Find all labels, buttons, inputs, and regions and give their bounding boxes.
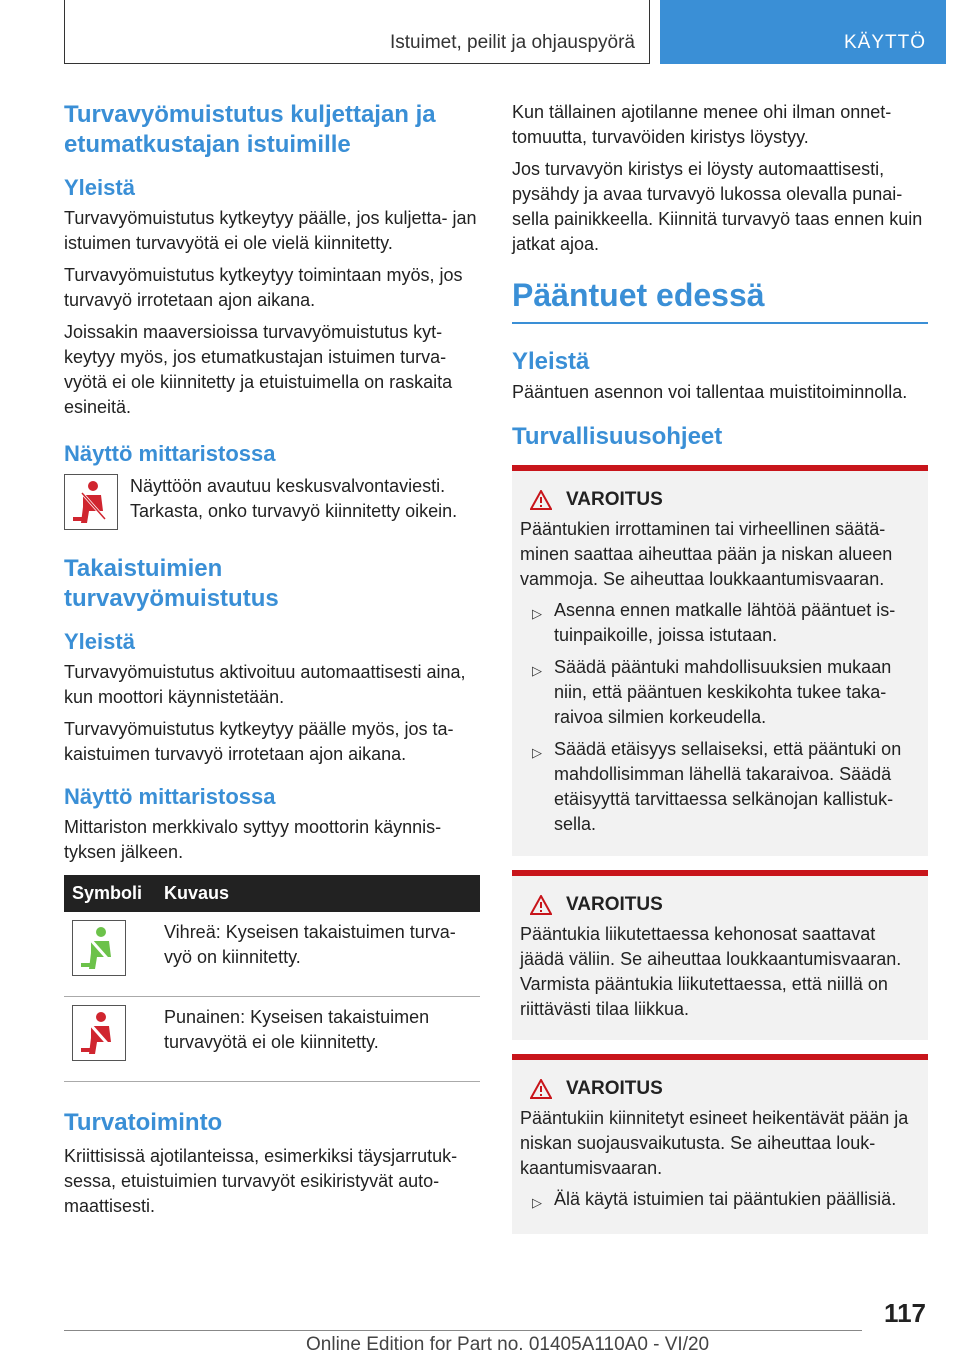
bullet-triangle-icon: ▷ xyxy=(532,663,542,678)
subheading-display-rear: Näyttö mittaristossa xyxy=(64,784,276,809)
section-title: Istuimet, peilit ja ohjauspyörä xyxy=(389,32,635,53)
warning-title: VAROITUS xyxy=(566,1078,663,1099)
seatbelt-red-icon xyxy=(72,1005,126,1061)
paragraph: Turvavyömuistutus kytkeytyy toimintaan myös, jos turvavyö irrotetaan ajon aikana. xyxy=(64,265,463,310)
paragraph: Turvavyömuistutus kytkeytyy päälle myös, jos ta‐ kaistuimen turvavyö irrotetaan ajon aikana. xyxy=(64,719,454,764)
subheading-safety: Turvallisuusohjeet xyxy=(512,423,723,450)
warning-box xyxy=(512,1054,928,1234)
paragraph: Jos turvavyön kiristys ei löysty automaattisesti, pysähdy ja avaa turvavyö lukossa olevalla punai‐ sella painikkeella. Kiinnitä turvavyö taas ennen kuin jatkat ajoa. xyxy=(512,159,923,254)
chapter-tab-label: KÄYTTÖ xyxy=(843,32,926,53)
warning-text: Pääntukia liikutettaessa kehonosat saattavat jäädä väliin. Se aiheuttaa loukkaantumisvaaran. Varmista pääntukia liikutettaessa, että niillä on riittävästi tilaa liikkua. xyxy=(520,924,902,1019)
subheading-display: Näyttö mittaristossa xyxy=(64,441,276,466)
warning-triangle-icon xyxy=(530,490,552,510)
header-box xyxy=(64,0,650,64)
table-header-symbol: Symboli xyxy=(64,875,156,912)
section-heading: Turvavyömuistutus kuljettajan ja etumatkustajan istuimille xyxy=(64,101,436,158)
list-item: ▷ Asenna ennen matkalle lähtöä pääntuet is‐ tuinpaikoille, joissa istutaan. xyxy=(520,598,920,648)
subheading-general: Yleistä xyxy=(512,348,590,375)
list-item: ▷ Älä käytä istuimien tai pääntukien päällisiä. xyxy=(520,1187,920,1215)
bullet-triangle-icon: ▷ xyxy=(532,745,542,760)
footer-text: Online Edition for Part no. 01405A110A0 - VI/20 xyxy=(306,1334,710,1355)
table-cell-description: Punainen: Kyseisen takaistuimen turvavyötä ei ole kiinnitetty. xyxy=(156,997,480,1082)
warning-box xyxy=(512,465,928,856)
paragraph: Joissakin maaversioissa turvavyömuistutus kyt‐ keytyy myös, jos etumatkustajan istuimen turva‐ vyötä ei ole kiinnitetty ja etuistuimella on raskaita esineitä. xyxy=(64,322,453,417)
list-item: ▷ Säädä pääntuki mahdollisuuksien mukaan niin, että pääntuen keskikohta tukee taka‐ raivoa silmien korkeudella. xyxy=(520,655,920,730)
page-number: 117 xyxy=(884,1298,926,1328)
seatbelt-green-icon xyxy=(72,920,126,976)
subheading-general-rear: Yleistä xyxy=(64,629,135,654)
footer-divider xyxy=(64,1330,862,1331)
list-item: ▷ Säädä etäisyys sellaiseksi, että pääntuki on mahdollisimman lähellä takaraivoa. Säädä etäisyyttä tarvittaessa selkänojan kallistuk‐ sella. xyxy=(520,737,920,837)
table-cell-description: Vihreä: Kyseisen takaistuimen turva‐ vyö on kiinnitetty. xyxy=(156,912,480,997)
warning-triangle-icon xyxy=(530,1079,552,1099)
warning-text: Pääntukien irrottaminen tai virheellinen säätä‐ minen saattaa aiheuttaa pään ja niskan alueen vammoja. Se aiheuttaa loukkaantumisvaaran. xyxy=(520,519,893,589)
chapter-tab[interactable] xyxy=(660,0,946,64)
warning-bullets xyxy=(520,1187,920,1215)
display-info xyxy=(64,474,480,530)
warning-box xyxy=(512,870,928,1040)
paragraph: Turvavyömuistutus kytkeytyy päälle, jos kuljetta‐ jan istuimen turvavyötä ei ole vielä kiinnitetty. xyxy=(64,208,477,253)
warning-title: VAROITUS xyxy=(566,489,663,510)
section-heading-rear: Takaistuimien turvavyömuistutus xyxy=(64,555,279,612)
seatbelt-warning-icon xyxy=(64,474,118,530)
paragraph: Turvavyömuistutus aktivoituu automaattisesti aina, kun moottori käynnistetään. xyxy=(64,662,466,707)
display-text: Näyttöön avautuu keskusvalvontaviesti. Tarkasta, onko turvavyö kiinnitetty oikein. xyxy=(130,476,458,521)
section-heading-safety: Turvatoiminto xyxy=(64,1109,223,1136)
table-row xyxy=(64,997,480,1082)
warning-text: Pääntukiin kiinnitetyt esineet heikentävät pään ja niskan suojausvaikutusta. Se aiheuttaa louk‐ kaantumisvaaran. xyxy=(520,1108,909,1178)
table-header-description: Kuvaus xyxy=(156,875,480,912)
right-column xyxy=(512,100,928,1248)
warning-triangle-icon xyxy=(530,895,552,915)
paragraph: Kun tällainen ajotilanne menee ohi ilman onnet‐ tomuutta, turvavöiden kiristys löystyy. xyxy=(512,102,892,147)
subheading-general: Yleistä xyxy=(64,175,135,200)
paragraph: Mittariston merkkivalo syttyy moottorin käynnis‐ tyksen jälkeen. xyxy=(64,817,442,862)
chapter-heading: Pääntuet edessä xyxy=(512,277,928,324)
table-row xyxy=(64,912,480,997)
bullet-triangle-icon: ▷ xyxy=(532,1195,542,1210)
symbol-table xyxy=(64,875,480,1082)
left-column xyxy=(64,100,480,1226)
warning-bullets xyxy=(520,598,920,837)
paragraph: Kriittisissä ajotilanteissa, esimerkiksi täysjarrutuk‐ sessa, etuistuimien turvavyöt esikiristyvät auto‐ maattisesti. xyxy=(64,1146,458,1216)
bullet-triangle-icon: ▷ xyxy=(532,606,542,621)
warning-title: VAROITUS xyxy=(566,894,663,915)
paragraph: Pääntuen asennon voi tallentaa muistitoiminnolla. xyxy=(512,382,908,402)
